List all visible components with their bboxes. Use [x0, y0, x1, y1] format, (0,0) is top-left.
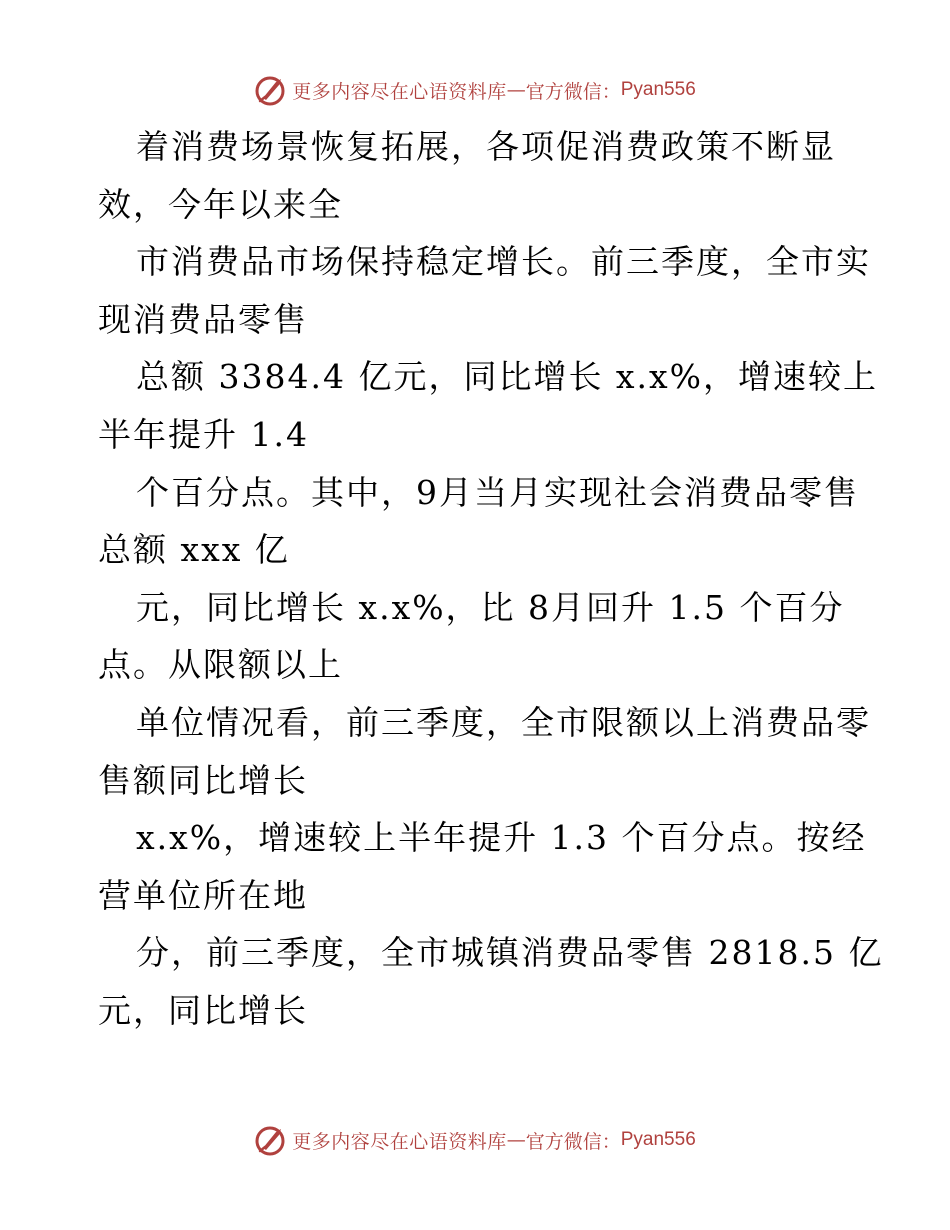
- body-line: 效，今年以来全: [98, 184, 343, 224]
- body-line: 营单位所在地: [98, 875, 308, 915]
- watermark-text: 更多内容尽在心语资料库: [292, 80, 507, 103]
- body-line: 半年提升 1.4: [98, 414, 309, 454]
- watermark-separator: —: [506, 79, 526, 101]
- body-line: 点。从限额以上: [98, 645, 343, 685]
- body-line: 分，前三季度，全市城镇消费品零售 2818.5 亿: [136, 933, 884, 973]
- body-line: x.x%，增速较上半年提升 1.3 个百分点。按经: [136, 818, 867, 858]
- watermark-wechat-id: Pyan556: [620, 1129, 696, 1150]
- body-line: 总额 3384.4 亿元，同比增长 x.x%，增速较上: [136, 357, 879, 397]
- body-line: 现消费品零售: [98, 299, 308, 339]
- watermark-wechat-label: 官方微信：: [525, 80, 621, 103]
- body-line: 市消费品市场保持稳定增长。前三季度，全市实: [136, 242, 871, 282]
- body-line: 单位情况看，前三季度，全市限额以上消费品零: [136, 702, 871, 742]
- body-line: 个百分点。其中，9月当月实现社会消费品零售: [136, 472, 859, 512]
- body-line: 总额 xxx 亿: [98, 530, 290, 570]
- body-line: 售额同比增长: [98, 760, 308, 800]
- document-body: [98, 118, 884, 1040]
- body-line: 着消费场景恢复拓展，各项促消费政策不断显: [136, 127, 836, 166]
- quill-pen-logo-icon: [254, 73, 288, 107]
- body-line: 元，同比增长 x.x%，比 8月回升 1.5 个百分: [136, 587, 845, 627]
- watermark-separator: —: [506, 1129, 526, 1151]
- body-line: 元，同比增长: [98, 990, 308, 1030]
- watermark-text: 更多内容尽在心语资料库: [292, 1130, 507, 1153]
- watermark-wechat-label: 官方微信：: [525, 1130, 621, 1153]
- watermark-wechat-id: Pyan556: [620, 79, 696, 100]
- header-watermark: [0, 70, 950, 110]
- footer-watermark: [0, 1120, 950, 1160]
- quill-pen-logo-icon: [254, 1123, 288, 1157]
